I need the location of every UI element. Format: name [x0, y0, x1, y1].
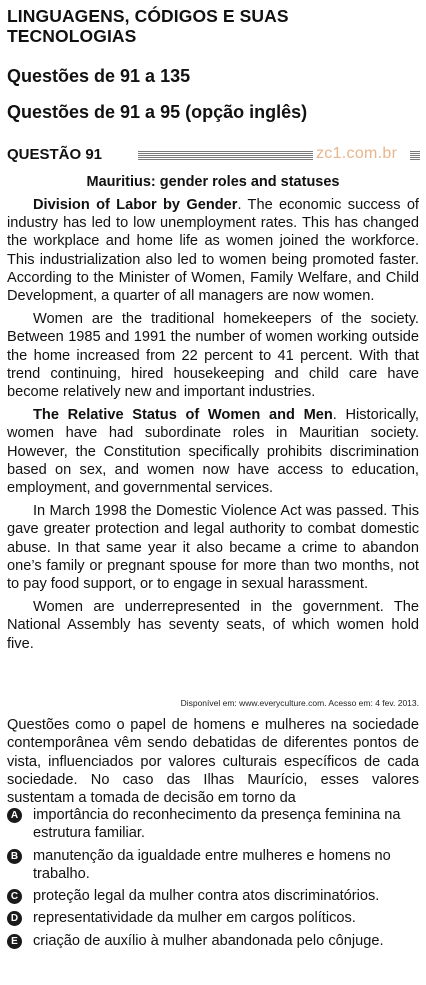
option-text: manutenção da igualdade entre mulheres e homens no trabalho. [33, 847, 391, 882]
watermark: zc1.com.br [316, 145, 398, 162]
option-letter-badge: C [7, 889, 22, 904]
section-title: LINGUAGENS, CÓDIGOS E SUAS TECNOLOGIAS [7, 6, 289, 46]
article-paragraph [7, 196, 419, 305]
question-prompt: Questões como o papel de homens e mulheres na sociedade contemporânea vêm sendo debatidas de diferentes pontos de vista, influenciados por valores culturais específicos de cada sociedade. No caso das Ilhas Maurício, esses valores sustentam a tomada de decisão em torno da [7, 717, 419, 807]
answer-option-c[interactable] [7, 887, 419, 905]
option-letter-badge: E [7, 934, 22, 949]
option-text: criação de auxílio à mulher abandonada pelo cônjuge. [33, 932, 384, 949]
english-question-range: Questões de 91 a 95 (opção inglês) [7, 102, 308, 122]
paragraph-text: . Historically, women have had subordinate roles in Mauritian society. However, the Constitution specifically prohibits discrimination based on sex, and women now have access to education, employment, and governmental services. [7, 407, 419, 497]
answer-options [7, 806, 419, 954]
question-range: Questões de 91 a 135 [7, 66, 191, 86]
option-text: proteção legal da mulher contra atos discriminatórios. [33, 888, 380, 905]
article-paragraph: In March 1998 the Domestic Violence Act was passed. This gave greater protection and legal authority to combat domestic abuse. In that same year it also became a crime to abandon one’s family or pregnant spouse for more than two months, not to pay food support, or to engage in sexual harassment. [7, 503, 419, 593]
question-header [7, 146, 419, 166]
option-text: importância do reconhecimento da presença feminina na estrutura familiar. [33, 807, 401, 842]
article-paragraph: Women are the traditional homekeepers of the society. Between 1985 and 1991 the number of women working outside the home increased from 22 percent to 41 percent. With that trend continuing, hired housekeeping and child care have become relatively new and important industries. [7, 311, 419, 401]
option-letter-badge: D [7, 911, 22, 926]
answer-option-d[interactable] [7, 909, 419, 927]
article-paragraph: Women are underrepresented in the government. The National Assembly has seventy seats, of which women hold five. [7, 599, 419, 652]
answer-option-e[interactable] [7, 932, 419, 950]
option-letter-badge: A [7, 808, 22, 823]
answer-option-b[interactable] [7, 847, 419, 884]
answer-option-a[interactable] [7, 806, 419, 843]
article-title: Mauritius: gender roles and statuses [86, 174, 340, 190]
paragraph-text: . The economic success of industry has led to low unemployment rates. This has changed the workplace and home life as women joined the workforce. This industrialization also led to women being promoted faster. According to the Minister of Women, Family Welfare, and Child Development, a quarter of all managers are now women. [7, 197, 419, 305]
article-paragraph [7, 406, 419, 497]
article-body [7, 196, 419, 658]
decorative-rule [138, 151, 313, 161]
paragraph-heading: Division of Labor by Gender [33, 197, 238, 213]
option-text: representatividade da mulher em cargos políticos. [33, 910, 356, 927]
source-citation: Disponível em: www.everyculture.com. Acesso em: 4 fev. 2013. [180, 698, 419, 708]
paragraph-heading: The Relative Status of Women and Men [33, 407, 333, 424]
option-letter-badge: B [7, 849, 22, 864]
question-label: QUESTÃO 91 [7, 146, 103, 163]
decorative-rule-end [410, 151, 420, 161]
